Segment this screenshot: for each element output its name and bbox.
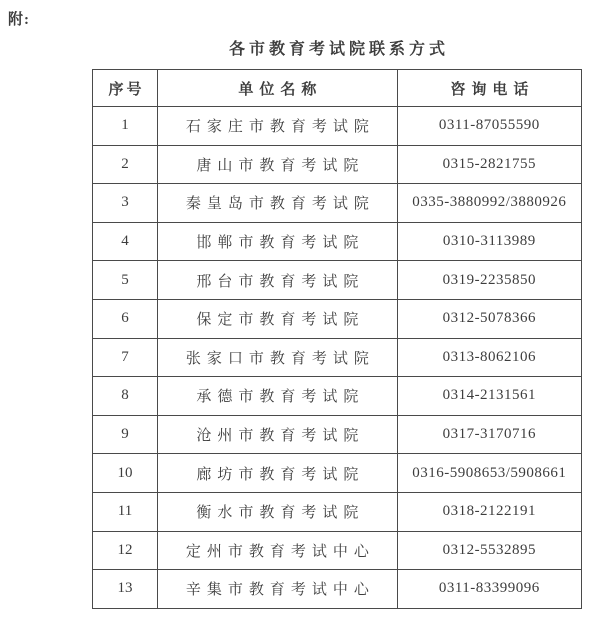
table-row [93, 145, 582, 184]
attachment-label: 附: [8, 12, 30, 28]
table-body [93, 107, 582, 609]
cell-unit-name: 定州市教育考试中心 [158, 531, 398, 570]
cell-unit-name: 唐山市教育考试院 [158, 145, 398, 184]
cell-phone: 0313-8062106 [397, 338, 581, 377]
cell-phone: 0314-2131561 [397, 377, 581, 416]
table-row [93, 492, 582, 531]
table-row [93, 415, 582, 454]
cell-unit-name: 沧州市教育考试院 [158, 415, 398, 454]
cell-unit-name: 保定市教育考试院 [158, 299, 398, 338]
cell-index: 13 [93, 570, 158, 609]
cell-phone: 0315-2821755 [397, 145, 581, 184]
table-row [93, 570, 582, 609]
column-header-index: 序号 [93, 70, 158, 107]
cell-phone: 0335-3880992/3880926 [397, 184, 581, 223]
cell-index: 1 [93, 107, 158, 146]
cell-index: 8 [93, 377, 158, 416]
page-title: 各市教育考试院联系方式 [228, 41, 449, 58]
cell-unit-name: 秦皇岛市教育考试院 [158, 184, 398, 223]
cell-unit-name: 石家庄市教育考试院 [158, 107, 398, 146]
table-row [93, 377, 582, 416]
cell-unit-name: 邢台市教育考试院 [158, 261, 398, 300]
column-header-unit-name: 单位名称 [158, 70, 398, 107]
table-header-row [93, 70, 582, 107]
contact-table [92, 69, 582, 609]
cell-index: 7 [93, 338, 158, 377]
cell-unit-name: 廊坊市教育考试院 [158, 454, 398, 493]
cell-index: 11 [93, 492, 158, 531]
cell-phone: 0312-5532895 [397, 531, 581, 570]
cell-index: 3 [93, 184, 158, 223]
cell-index: 12 [93, 531, 158, 570]
cell-phone: 0319-2235850 [397, 261, 581, 300]
cell-index: 5 [93, 261, 158, 300]
table-row [93, 107, 582, 146]
table-row [93, 454, 582, 493]
cell-unit-name: 衡水市教育考试院 [158, 492, 398, 531]
cell-phone: 0317-3170716 [397, 415, 581, 454]
cell-unit-name: 承德市教育考试院 [158, 377, 398, 416]
cell-index: 4 [93, 222, 158, 261]
cell-index: 10 [93, 454, 158, 493]
cell-index: 2 [93, 145, 158, 184]
table-row [93, 184, 582, 223]
table-row [93, 299, 582, 338]
cell-phone: 0318-2122191 [397, 492, 581, 531]
cell-unit-name: 邯郸市教育考试院 [158, 222, 398, 261]
cell-phone: 0312-5078366 [397, 299, 581, 338]
table-row [93, 531, 582, 570]
cell-phone: 0311-83399096 [397, 570, 581, 609]
cell-unit-name: 辛集市教育考试中心 [158, 570, 398, 609]
cell-index: 9 [93, 415, 158, 454]
table-row [93, 261, 582, 300]
cell-phone: 0316-5908653/5908661 [397, 454, 581, 493]
column-header-phone: 咨询电话 [397, 70, 581, 107]
table-row [93, 338, 582, 377]
cell-index: 6 [93, 299, 158, 338]
cell-unit-name: 张家口市教育考试院 [158, 338, 398, 377]
cell-phone: 0310-3113989 [397, 222, 581, 261]
table-row [93, 222, 582, 261]
cell-phone: 0311-87055590 [397, 107, 581, 146]
